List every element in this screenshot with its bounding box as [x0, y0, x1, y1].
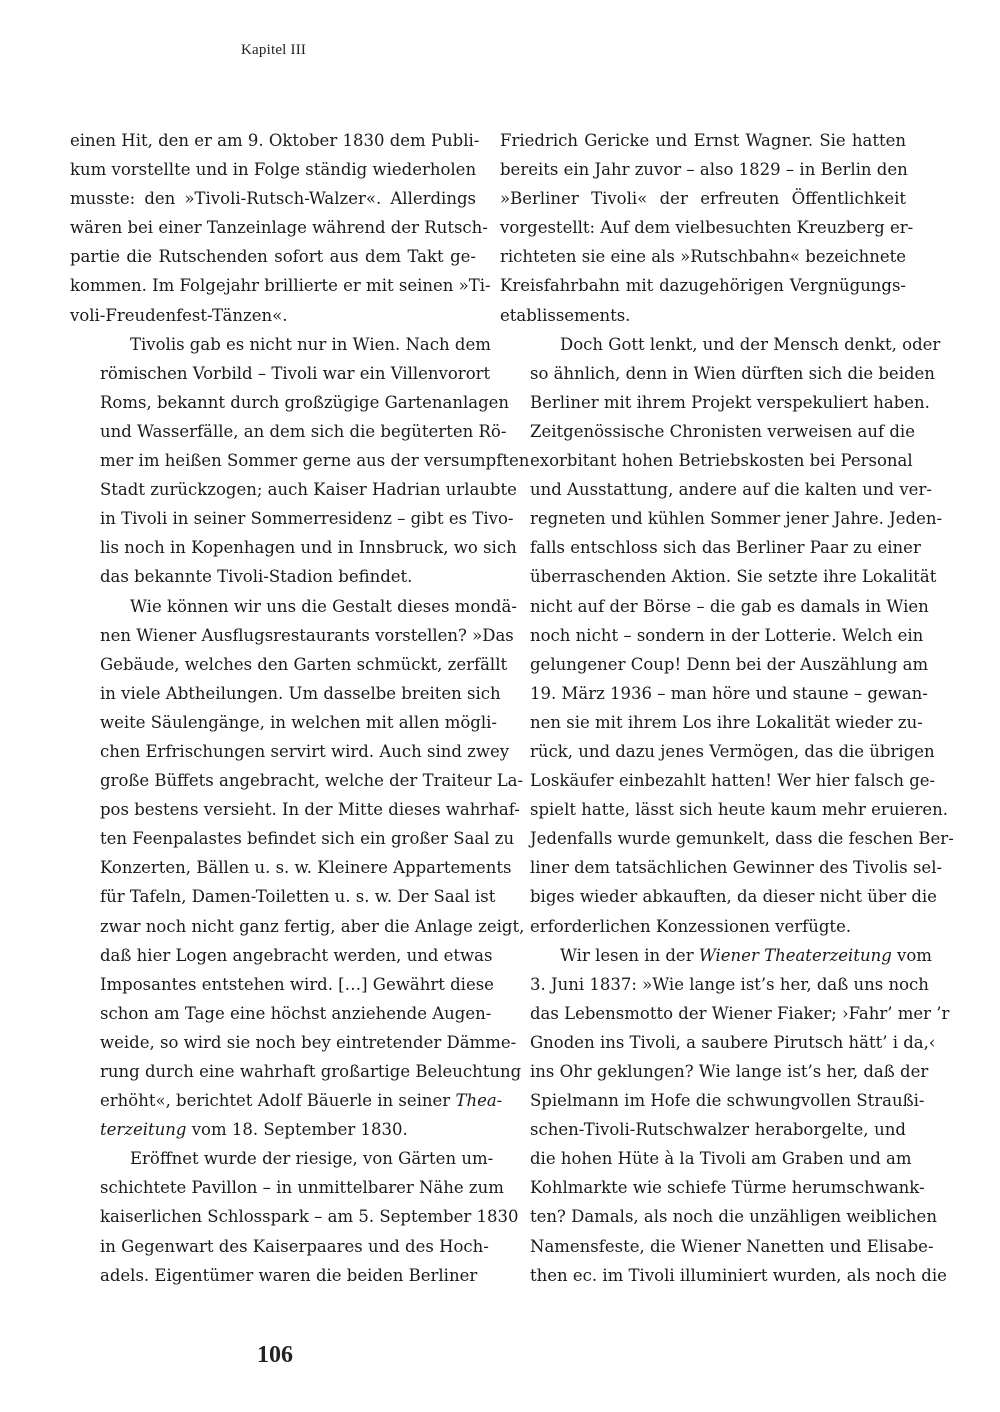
italic-title: terzeitung	[100, 1120, 187, 1140]
text-line: Berliner mit ihrem Projekt verspekuliert haben.	[530, 392, 930, 412]
text-line: Zeitgenössische Chronisten verweisen auf die	[530, 421, 915, 441]
text-line: schon am Tage eine höchst anziehende Augen-	[100, 1003, 492, 1023]
text-line: richteten sie eine als »Rutschbahn« bezeichnete	[500, 247, 906, 267]
text-line: adels. Eigentümer waren die beiden Berliner	[100, 1265, 478, 1285]
text-line: schen-Tivoli-Rutschwalzer heraborgelte, und	[530, 1120, 906, 1140]
text-line: schichtete Pavillon – in unmittelbarer Nähe zum	[100, 1178, 504, 1198]
text-line: spielt hatte, lässt sich heute kaum mehr eruieren.	[530, 800, 949, 820]
paragraph	[70, 126, 491, 330]
text-segment: vom	[891, 945, 932, 965]
text-line: noch nicht – sondern in der Lotterie. Welch ein	[530, 625, 924, 645]
paragraph	[70, 592, 525, 1145]
text-line: rung durch eine wahrhaft großartige Beleuchtung	[100, 1062, 522, 1081]
text-line: Friedrich Gericke und Ernst Wagner. Sie hatten	[500, 131, 906, 150]
italic-title: Thea-	[455, 1091, 503, 1111]
text-line: bereits ein Jahr zuvor – also 1829 – in Berlin den	[500, 160, 908, 180]
text-line: »Berliner Tivoli« der erfreuten Öffentlichkeit	[500, 189, 906, 209]
text-line: und Ausstattung, andere auf die kalten und ver-	[530, 480, 932, 500]
text-line: das bekannte Tivoli-Stadion befindet.	[100, 567, 413, 587]
text-line: kommen. Im Folgejahr brillierte er mit seinen »Ti-	[70, 276, 491, 296]
text-line: Roms, bekannt durch großzügige Gartenanlagen	[100, 392, 510, 412]
text-line: Kreisfahrbahn mit dazugehörigen Vergnügungs-	[500, 276, 906, 296]
text-segment: erhöht«, berichtet Adolf Bäuerle in seiner	[100, 1091, 451, 1111]
text-line: so ähnlich, denn in Wien dürften sich die beiden	[530, 363, 935, 383]
text-line: weide, so wird sie noch bey eintretender Dämme-	[100, 1032, 517, 1052]
text-segment: Wir lesen in der	[560, 945, 699, 965]
text-line: nicht auf der Börse – die gab es damals in Wien	[530, 596, 929, 616]
text-line: 3. Juni 1837: »Wie lange ist’s her, daß uns noch	[530, 974, 929, 994]
paragraph	[500, 330, 954, 941]
text-line: 19. März 1936 – man höre und staune – gewan-	[530, 683, 928, 703]
text-line: Stadt zurückzogen; auch Kaiser Hadrian urlaubte	[100, 480, 517, 500]
text-line: partie die Rutschenden sofort aus dem Takt ge-	[70, 247, 476, 267]
text-line: nen Wiener Ausflugsrestaurants vorstellen? »Das	[100, 625, 514, 645]
text-line: gelungener Coup! Denn bei der Auszählung am	[530, 654, 929, 674]
text-line: römischen Vorbild – Tivoli war ein Villenvorort	[100, 363, 491, 383]
text-line: einen Hit, den er am 9. Oktober 1830 dem Publi-	[70, 131, 480, 150]
text-line: daß hier Logen angebracht werden, und etwas	[100, 945, 493, 965]
text-line: Namensfeste, die Wiener Nanetten und Elisabe-	[530, 1236, 934, 1256]
text-line: exorbitant hohen Betriebskosten bei Personal	[530, 451, 913, 471]
text-line: mer im heißen Sommer gerne aus der versumpften	[100, 451, 530, 471]
text-line: für Tafeln, Damen-Toiletten u. s. w. Der Saal ist	[100, 887, 496, 907]
text-line: erforderlichen Konzessionen verfügte.	[530, 916, 852, 936]
text-line: ten Feenpalastes befindet sich ein großer Saal zu	[100, 829, 515, 849]
text-line: Imposantes entstehen wird. […] Gewährt diese	[100, 974, 494, 994]
text-line: rück, und dazu jenes Vermögen, das die übrigen	[530, 741, 935, 761]
italic-title: Wiener Theaterzeitung	[698, 945, 892, 965]
text-line: Tivolis gab es nicht nur in Wien. Nach dem	[130, 334, 491, 354]
text-line: weite Säulengänge, in welchen mit allen mögli-	[100, 712, 497, 732]
left-column	[70, 126, 530, 1290]
paragraph	[500, 126, 914, 330]
text-line: Kohlmarkte wie schiefe Türme herumschwank-	[530, 1178, 925, 1198]
text-line	[500, 941, 932, 970]
text-line: regneten und kühlen Sommer jener Jahre. Jeden-	[530, 509, 943, 529]
text-line: musste: den »Tivoli-Rutsch-Walzer«. Allerdings	[70, 189, 476, 209]
text-line: Gnoden ins Tivoli, a saubere Pirutsch hätt’ i da,‹	[530, 1032, 936, 1052]
text-line: zwar noch nicht ganz fertig, aber die Anlage zeigt,	[100, 916, 525, 936]
text-line: nen sie mit ihrem Los ihre Lokalität wieder zu-	[530, 712, 923, 732]
paragraph	[70, 330, 530, 592]
text-line: Spielmann im Hofe die schwungvollen Straußi-	[530, 1091, 925, 1111]
text-line: ins Ohr geklungen? Wie lange ist’s her, daß der	[530, 1062, 929, 1081]
text-line: in viele Abtheilungen. Um dasselbe breiten sich	[100, 683, 501, 703]
text-line: überraschenden Aktion. Sie setzte ihre Lokalität	[530, 567, 937, 587]
text-line: in Tivoli in seiner Sommerresidenz – gibt es Tivo-	[100, 509, 514, 529]
text-line: voli-Freudenfest-Tänzen«.	[70, 305, 288, 325]
text-line: das Lebensmotto der Wiener Fiaker; ›Fahr’ mer ’r	[530, 1003, 950, 1023]
text-line: Eröffnet wurde der riesige, von Gärten um-	[130, 1149, 494, 1169]
text-line: liner dem tatsächlichen Gewinner des Tivolis sel-	[530, 858, 943, 878]
text-line: und Wasserfälle, an dem sich die begüterten Rö-	[100, 421, 507, 441]
paragraph	[70, 1144, 519, 1289]
text-line	[70, 1086, 503, 1115]
text-line: kaiserlichen Schlosspark – am 5. September 1830	[100, 1207, 519, 1227]
text-line: die hohen Hüte à la Tivoli am Graben und am	[530, 1149, 912, 1169]
text-line: Gebäude, welches den Garten schmückt, zerfällt	[100, 654, 508, 674]
text-line: chen Erfrischungen servirt wird. Auch sind zwey	[100, 741, 510, 761]
running-head: Kapitel III	[241, 42, 307, 58]
text-line	[70, 1115, 476, 1144]
text-line: lis noch in Kopenhagen und in Innsbruck, wo sich	[100, 538, 517, 558]
right-column	[500, 126, 954, 1290]
text-line: falls entschloss sich das Berliner Paar zu einer	[530, 538, 921, 558]
page-number: 106	[257, 1342, 293, 1368]
text-line: Doch Gott lenkt, und der Mensch denkt, oder	[560, 334, 941, 354]
text-line: wären bei einer Tanzeinlage während der Rutsch-	[70, 218, 488, 238]
text-line: ten? Damals, als noch die unzähligen weiblichen	[530, 1207, 937, 1227]
text-line: in Gegenwart des Kaiserpaares und des Hoch-	[100, 1236, 489, 1256]
text-line: vorgestellt: Auf dem vielbesuchten Kreuzberg er-	[500, 218, 914, 238]
text-segment: vom 18. September 1830.	[186, 1120, 408, 1140]
text-line: biges wieder abkauften, da dieser nicht über die	[530, 887, 937, 907]
text-line: pos bestens versieht. In der Mitte dieses wahrhaf-	[100, 800, 520, 820]
text-line: etablissements.	[500, 305, 631, 325]
text-line: Loskäufer einbezahlt hatten! Wer hier falsch ge-	[530, 771, 936, 791]
text-line: then ec. im Tivoli illuminiert wurden, als noch die	[530, 1265, 947, 1285]
text-line: kum vorstellte und in Folge ständig wiederholen	[70, 160, 477, 180]
text-line: Wie können wir uns die Gestalt dieses mondä-	[130, 596, 517, 616]
text-line: Jedenfalls wurde gemunkelt, dass die feschen Ber-	[530, 829, 954, 849]
text-line: Konzerten, Bällen u. s. w. Kleinere Appartements	[100, 858, 512, 878]
text-line: große Büffets angebracht, welche der Traiteur La-	[100, 771, 524, 791]
paragraph	[500, 941, 950, 1290]
